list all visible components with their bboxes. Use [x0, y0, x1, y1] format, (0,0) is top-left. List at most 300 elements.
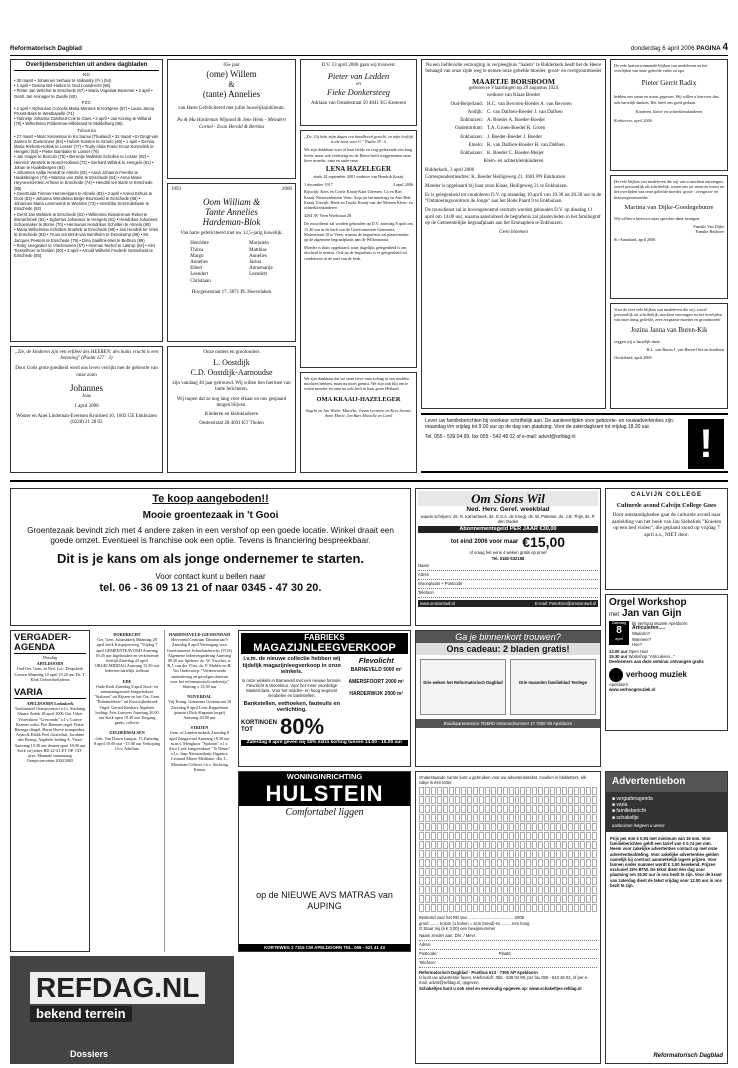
form-grid-cell[interactable] [574, 895, 579, 903]
form-grid-cell[interactable] [532, 823, 537, 831]
form-grid-cell[interactable] [520, 823, 525, 831]
form-grid-cell[interactable] [461, 850, 466, 858]
form-grid-cell[interactable] [467, 814, 472, 822]
form-grid-cell[interactable] [503, 823, 508, 831]
form-grid-cell[interactable] [532, 841, 537, 849]
form-grid-cell[interactable] [461, 859, 466, 867]
form-grid-cell[interactable] [532, 805, 537, 813]
form-grid-cell[interactable] [592, 895, 597, 903]
form-grid-row[interactable] [419, 787, 597, 795]
form-grid-cell[interactable] [431, 895, 436, 903]
form-grid-cell[interactable] [574, 850, 579, 858]
form-grid-cell[interactable] [443, 823, 448, 831]
form-grid-cell[interactable] [449, 814, 454, 822]
sions-field[interactable]: Woonplaats + Postcode [418, 581, 598, 589]
form-grid-cell[interactable] [425, 823, 430, 831]
form-grid-cell[interactable] [574, 904, 579, 912]
form-grid-cell[interactable] [580, 868, 585, 876]
form-grid-cell[interactable] [473, 895, 478, 903]
form-grid-cell[interactable] [556, 787, 561, 795]
form-grid-cell[interactable] [461, 886, 466, 894]
form-grid-cell[interactable] [515, 859, 520, 867]
form-grid-cell[interactable] [550, 796, 555, 804]
form-grid-cell[interactable] [437, 841, 442, 849]
form-grid-cell[interactable] [437, 877, 442, 885]
form-grid-cell[interactable] [526, 886, 531, 894]
form-grid-cell[interactable] [449, 868, 454, 876]
form-grid-cell[interactable] [425, 814, 430, 822]
form-grid-row[interactable] [419, 895, 597, 903]
form-grid-cell[interactable] [473, 841, 478, 849]
form-grid-cell[interactable] [425, 886, 430, 894]
form-grid-cell[interactable] [419, 805, 424, 813]
form-grid-cell[interactable] [455, 823, 460, 831]
form-grid-cell[interactable] [515, 886, 520, 894]
form-grid-cell[interactable] [485, 832, 490, 840]
form-grid-cell[interactable] [538, 832, 543, 840]
form-grid-row[interactable] [419, 859, 597, 867]
form-grid-cell[interactable] [556, 859, 561, 867]
form-grid-cell[interactable] [580, 859, 585, 867]
form-grid-cell[interactable] [449, 787, 454, 795]
form-grid-cell[interactable] [509, 868, 514, 876]
form-grid-cell[interactable] [455, 850, 460, 858]
form-grid-cell[interactable] [491, 850, 496, 858]
form-grid-cell[interactable] [473, 904, 478, 912]
form-grid-cell[interactable] [437, 787, 442, 795]
form-grid-cell[interactable] [461, 823, 466, 831]
form-grid-cell[interactable] [485, 877, 490, 885]
form-grid-cell[interactable] [443, 805, 448, 813]
form-grid-cell[interactable] [586, 805, 591, 813]
form-grid-cell[interactable] [497, 814, 502, 822]
form-grid-cell[interactable] [431, 796, 436, 804]
form-grid-cell[interactable] [550, 832, 555, 840]
form-grid-cell[interactable] [580, 823, 585, 831]
form-grid-cell[interactable] [562, 796, 567, 804]
form-grid-cell[interactable] [568, 832, 573, 840]
form-grid-cell[interactable] [437, 796, 442, 804]
form-grid-cell[interactable] [425, 841, 430, 849]
form-grid-cell[interactable] [586, 895, 591, 903]
sions-web[interactable]: www.omsionswil.nl [420, 600, 455, 606]
form-grid-cell[interactable] [526, 904, 531, 912]
form-grid-cell[interactable] [556, 868, 561, 876]
form-grid-cell[interactable] [497, 787, 502, 795]
form-grid-cell[interactable] [425, 904, 430, 912]
form-grid-cell[interactable] [515, 796, 520, 804]
form-grid-cell[interactable] [592, 805, 597, 813]
form-grid-cell[interactable] [503, 832, 508, 840]
form-grid-cell[interactable] [419, 877, 424, 885]
form-grid-cell[interactable] [544, 787, 549, 795]
form-grid-row[interactable] [419, 832, 597, 840]
form-grid-cell[interactable] [586, 796, 591, 804]
form-grid-cell[interactable] [509, 850, 514, 858]
form-grid-cell[interactable] [586, 886, 591, 894]
form-grid-cell[interactable] [425, 877, 430, 885]
form-grid-cell[interactable] [503, 859, 508, 867]
form-grid-cell[interactable] [479, 850, 484, 858]
form-grid-cell[interactable] [509, 877, 514, 885]
form-grid-cell[interactable] [503, 814, 508, 822]
form-grid-cell[interactable] [538, 814, 543, 822]
form-grid-cell[interactable] [544, 895, 549, 903]
form-grid-cell[interactable] [592, 904, 597, 912]
form-grid-cell[interactable] [419, 859, 424, 867]
form-grid-cell[interactable] [550, 841, 555, 849]
form-grid-cell[interactable] [491, 859, 496, 867]
form-grid-cell[interactable] [467, 859, 472, 867]
form-grid-cell[interactable] [473, 814, 478, 822]
form-grid-cell[interactable] [449, 877, 454, 885]
form-grid-cell[interactable] [574, 805, 579, 813]
form-grid-cell[interactable] [515, 877, 520, 885]
form-grid-cell[interactable] [515, 904, 520, 912]
form-grid-cell[interactable] [509, 904, 514, 912]
form-grid-cell[interactable] [586, 814, 591, 822]
bon-option[interactable]: ■ varia [612, 802, 628, 809]
form-grid-cell[interactable] [586, 868, 591, 876]
form-grid-cell[interactable] [461, 805, 466, 813]
form-grid-cell[interactable] [461, 841, 466, 849]
form-grid-cell[interactable] [532, 877, 537, 885]
form-grid-cell[interactable] [592, 877, 597, 885]
form-field-name[interactable]: Naam zender aan: Dhr. / Mevr. [419, 933, 597, 941]
form-grid-row[interactable] [419, 823, 597, 831]
form-grid-cell[interactable] [431, 823, 436, 831]
form-grid-cell[interactable] [526, 823, 531, 831]
form-grid-cell[interactable] [503, 850, 508, 858]
form-grid-cell[interactable] [556, 823, 561, 831]
form-grid-cell[interactable] [461, 832, 466, 840]
form-grid-cell[interactable] [532, 859, 537, 867]
form-grid-cell[interactable] [509, 823, 514, 831]
form-grid-cell[interactable] [437, 850, 442, 858]
form-grid-cell[interactable] [473, 787, 478, 795]
form-grid-cell[interactable] [491, 886, 496, 894]
form-grid-cell[interactable] [443, 895, 448, 903]
form-grid-cell[interactable] [592, 787, 597, 795]
form-grid-cell[interactable] [437, 886, 442, 894]
form-grid-cell[interactable] [592, 886, 597, 894]
form-grid-cell[interactable] [497, 868, 502, 876]
form-grid-cell[interactable] [520, 868, 525, 876]
form-grid-cell[interactable] [538, 868, 543, 876]
form-grid-cell[interactable] [538, 877, 543, 885]
form-grid-cell[interactable] [592, 868, 597, 876]
form-grid-cell[interactable] [592, 796, 597, 804]
form-grid-cell[interactable] [491, 877, 496, 885]
form-grid-cell[interactable] [574, 787, 579, 795]
form-grid-cell[interactable] [503, 868, 508, 876]
bon-option[interactable]: ■ familiebericht [612, 808, 646, 815]
form-grid-cell[interactable] [443, 868, 448, 876]
form-grid-cell[interactable] [443, 859, 448, 867]
form-grid-cell[interactable] [491, 832, 496, 840]
form-grid-cell[interactable] [544, 805, 549, 813]
form-grid-cell[interactable] [455, 904, 460, 912]
form-grid-cell[interactable] [479, 886, 484, 894]
form-grid-cell[interactable] [568, 895, 573, 903]
form-grid-cell[interactable] [520, 850, 525, 858]
form-grid-cell[interactable] [538, 823, 543, 831]
form-grid-cell[interactable] [574, 868, 579, 876]
form-grid-row[interactable] [419, 841, 597, 849]
form-grid-cell[interactable] [437, 823, 442, 831]
form-grid-cell[interactable] [443, 886, 448, 894]
form-grid-cell[interactable] [538, 805, 543, 813]
form-grid-cell[interactable] [520, 787, 525, 795]
form-grid-cell[interactable] [526, 814, 531, 822]
form-grid-cell[interactable] [532, 886, 537, 894]
form-grid-cell[interactable] [425, 832, 430, 840]
form-grid-cell[interactable] [509, 814, 514, 822]
form-grid-cell[interactable] [538, 895, 543, 903]
form-grid-cell[interactable] [544, 823, 549, 831]
form-grid-cell[interactable] [431, 868, 436, 876]
form-grid-cell[interactable] [515, 823, 520, 831]
form-grid-cell[interactable] [520, 895, 525, 903]
form-grid-cell[interactable] [550, 823, 555, 831]
form-grid-cell[interactable] [503, 904, 508, 912]
form-grid-cell[interactable] [509, 832, 514, 840]
form-grid-cell[interactable] [449, 823, 454, 831]
form-letter-grid[interactable] [419, 787, 597, 912]
form-grid-cell[interactable] [520, 805, 525, 813]
form-grid-cell[interactable] [485, 859, 490, 867]
sions-field[interactable]: Telefoon [418, 590, 598, 598]
form-grid-cell[interactable] [580, 787, 585, 795]
form-grid-cell[interactable] [580, 877, 585, 885]
form-grid-cell[interactable] [443, 841, 448, 849]
form-grid-cell[interactable] [473, 859, 478, 867]
form-grid-cell[interactable] [520, 832, 525, 840]
form-grid-cell[interactable] [538, 796, 543, 804]
form-grid-cell[interactable] [586, 787, 591, 795]
form-grid-cell[interactable] [544, 832, 549, 840]
form-grid-cell[interactable] [556, 814, 561, 822]
form-grid-cell[interactable] [443, 787, 448, 795]
form-grid-cell[interactable] [455, 796, 460, 804]
form-grid-cell[interactable] [461, 796, 466, 804]
form-grid-cell[interactable] [503, 841, 508, 849]
form-grid-cell[interactable] [586, 904, 591, 912]
form-grid-row[interactable] [419, 814, 597, 822]
form-grid-cell[interactable] [503, 796, 508, 804]
form-grid-cell[interactable] [473, 877, 478, 885]
form-field-address[interactable]: Adres: [419, 942, 597, 950]
form-grid-cell[interactable] [419, 832, 424, 840]
form-grid-cell[interactable] [491, 904, 496, 912]
form-grid-cell[interactable] [509, 796, 514, 804]
form-grid-cell[interactable] [526, 850, 531, 858]
form-grid-cell[interactable] [550, 904, 555, 912]
form-grid-cell[interactable] [479, 805, 484, 813]
form-grid-cell[interactable] [473, 796, 478, 804]
form-grid-row[interactable] [419, 877, 597, 885]
form-grid-cell[interactable] [443, 814, 448, 822]
form-grid-cell[interactable] [526, 895, 531, 903]
form-grid-cell[interactable] [491, 796, 496, 804]
form-grid-cell[interactable] [461, 877, 466, 885]
form-grid-cell[interactable] [526, 796, 531, 804]
form-grid-cell[interactable] [515, 841, 520, 849]
form-grid-cell[interactable] [550, 787, 555, 795]
form-grid-cell[interactable] [467, 877, 472, 885]
form-grid-cell[interactable] [449, 904, 454, 912]
form-grid-cell[interactable] [509, 805, 514, 813]
form-grid-cell[interactable] [592, 814, 597, 822]
bon-option[interactable]: ■ vergaderagenda [612, 796, 653, 802]
form-grid-cell[interactable] [485, 841, 490, 849]
form-grid-cell[interactable] [425, 787, 430, 795]
form-grid-cell[interactable] [568, 814, 573, 822]
form-grid-cell[interactable] [437, 832, 442, 840]
form-grid-cell[interactable] [485, 868, 490, 876]
form-grid-cell[interactable] [550, 868, 555, 876]
form-grid-cell[interactable] [461, 787, 466, 795]
form-grid-cell[interactable] [425, 805, 430, 813]
form-grid-cell[interactable] [538, 904, 543, 912]
form-grid-cell[interactable] [574, 823, 579, 831]
form-grid-cell[interactable] [491, 787, 496, 795]
form-grid-cell[interactable] [437, 805, 442, 813]
form-grid-cell[interactable] [532, 868, 537, 876]
form-grid-cell[interactable] [455, 814, 460, 822]
form-grid-cell[interactable] [419, 823, 424, 831]
form-grid-cell[interactable] [479, 823, 484, 831]
form-grid-cell[interactable] [431, 814, 436, 822]
form-grid-cell[interactable] [443, 832, 448, 840]
form-grid-cell[interactable] [449, 796, 454, 804]
form-grid-cell[interactable] [491, 895, 496, 903]
form-grid-cell[interactable] [586, 859, 591, 867]
form-grid-cell[interactable] [461, 904, 466, 912]
form-grid-cell[interactable] [580, 850, 585, 858]
form-grid-cell[interactable] [562, 868, 567, 876]
form-grid-cell[interactable] [556, 904, 561, 912]
form-grid-cell[interactable] [520, 886, 525, 894]
form-grid-cell[interactable] [568, 868, 573, 876]
form-grid-cell[interactable] [479, 895, 484, 903]
form-grid-cell[interactable] [544, 868, 549, 876]
form-grid-cell[interactable] [431, 832, 436, 840]
form-grid-cell[interactable] [562, 877, 567, 885]
form-grid-cell[interactable] [467, 823, 472, 831]
form-grid-cell[interactable] [520, 859, 525, 867]
form-grid-cell[interactable] [461, 868, 466, 876]
form-grid-cell[interactable] [419, 850, 424, 858]
form-grid-cell[interactable] [437, 859, 442, 867]
form-grid-cell[interactable] [580, 832, 585, 840]
form-grid-cell[interactable] [431, 787, 436, 795]
form-grid-cell[interactable] [556, 805, 561, 813]
form-grid-cell[interactable] [568, 904, 573, 912]
form-grid-cell[interactable] [485, 850, 490, 858]
form-grid-cell[interactable] [562, 859, 567, 867]
form-grid-cell[interactable] [497, 895, 502, 903]
form-grid-cell[interactable] [467, 850, 472, 858]
form-grid-cell[interactable] [497, 796, 502, 804]
form-grid-cell[interactable] [473, 832, 478, 840]
form-grid-cell[interactable] [473, 805, 478, 813]
form-grid-cell[interactable] [550, 877, 555, 885]
form-grid-cell[interactable] [568, 886, 573, 894]
form-grid-cell[interactable] [532, 895, 537, 903]
form-grid-cell[interactable] [479, 868, 484, 876]
form-grid-cell[interactable] [479, 877, 484, 885]
form-grid-cell[interactable] [515, 787, 520, 795]
form-grid-cell[interactable] [568, 850, 573, 858]
form-grid-cell[interactable] [586, 850, 591, 858]
form-grid-cell[interactable] [562, 787, 567, 795]
form-grid-cell[interactable] [461, 895, 466, 903]
form-grid-cell[interactable] [526, 832, 531, 840]
form-grid-cell[interactable] [509, 859, 514, 867]
form-grid-cell[interactable] [574, 796, 579, 804]
form-grid-cell[interactable] [467, 796, 472, 804]
form-grid-cell[interactable] [419, 841, 424, 849]
form-grid-cell[interactable] [568, 796, 573, 804]
form-grid-cell[interactable] [568, 823, 573, 831]
form-grid-row[interactable] [419, 850, 597, 858]
form-grid-cell[interactable] [538, 850, 543, 858]
form-grid-cell[interactable] [515, 814, 520, 822]
form-grid-cell[interactable] [580, 796, 585, 804]
form-grid-cell[interactable] [455, 877, 460, 885]
form-grid-cell[interactable] [526, 841, 531, 849]
form-grid-cell[interactable] [550, 895, 555, 903]
form-grid-cell[interactable] [574, 886, 579, 894]
form-grid-cell[interactable] [562, 832, 567, 840]
form-grid-cell[interactable] [491, 805, 496, 813]
form-grid-cell[interactable] [479, 841, 484, 849]
form-grid-cell[interactable] [580, 886, 585, 894]
form-grid-cell[interactable] [497, 832, 502, 840]
form-grid-cell[interactable] [443, 796, 448, 804]
form-grid-cell[interactable] [455, 859, 460, 867]
form-grid-cell[interactable] [562, 904, 567, 912]
form-grid-cell[interactable] [515, 832, 520, 840]
form-grid-cell[interactable] [544, 877, 549, 885]
form-grid-cell[interactable] [580, 805, 585, 813]
form-grid-cell[interactable] [556, 832, 561, 840]
form-grid-cell[interactable] [455, 832, 460, 840]
form-grid-cell[interactable] [509, 787, 514, 795]
form-grid-cell[interactable] [538, 787, 543, 795]
form-grid-cell[interactable] [491, 868, 496, 876]
form-grid-cell[interactable] [431, 841, 436, 849]
form-grid-cell[interactable] [419, 904, 424, 912]
bon-option[interactable]: ■ schakeltje [612, 814, 639, 821]
form-grid-cell[interactable] [515, 805, 520, 813]
form-grid-cell[interactable] [449, 832, 454, 840]
form-grid-cell[interactable] [574, 841, 579, 849]
form-grid-cell[interactable] [449, 805, 454, 813]
form-grid-cell[interactable] [467, 868, 472, 876]
orgel-web[interactable]: www.verhoogmuziek.nl [609, 686, 656, 692]
form-grid-cell[interactable] [556, 886, 561, 894]
form-grid-cell[interactable] [574, 859, 579, 867]
form-grid-cell[interactable] [497, 859, 502, 867]
form-grid-row[interactable] [419, 796, 597, 804]
form-grid-cell[interactable] [491, 814, 496, 822]
form-grid-cell[interactable] [491, 823, 496, 831]
form-grid-cell[interactable] [544, 859, 549, 867]
form-grid-cell[interactable] [449, 886, 454, 894]
form-grid-row[interactable] [419, 886, 597, 894]
